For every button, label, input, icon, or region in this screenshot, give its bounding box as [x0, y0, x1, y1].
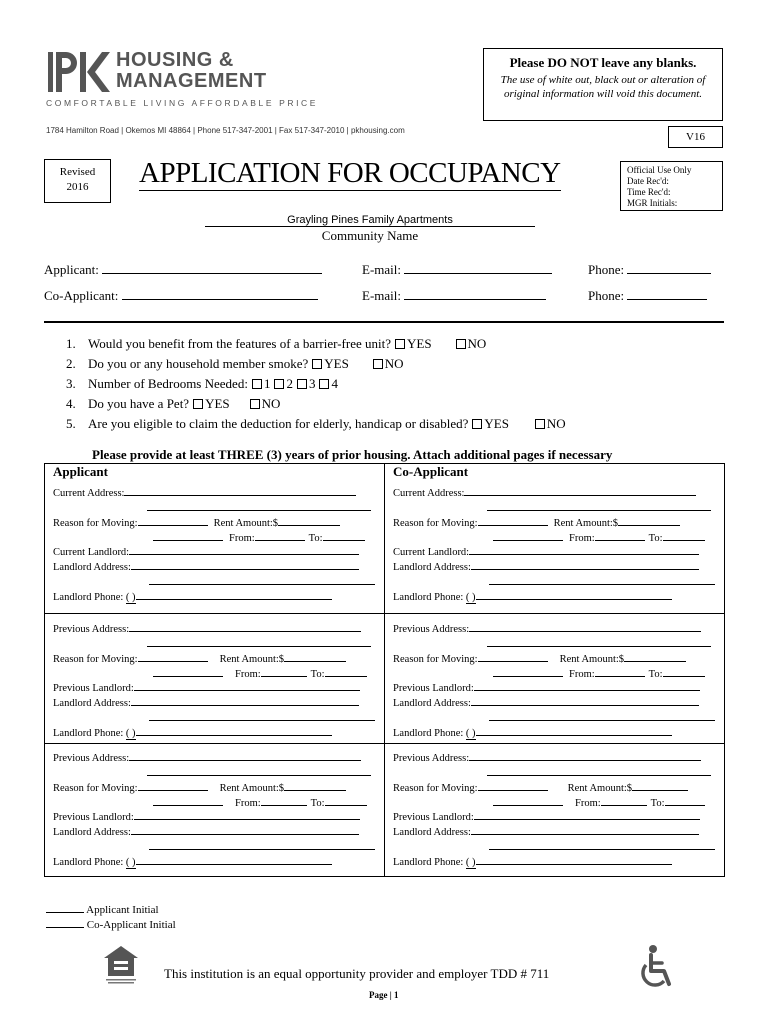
revised-label: Revised	[59, 166, 96, 178]
reason-input[interactable]	[138, 780, 208, 791]
landlord-input[interactable]	[474, 680, 700, 691]
question-3	[66, 376, 338, 392]
applicant-initial-row	[46, 903, 176, 918]
address-line-2	[147, 636, 371, 650]
reason-row	[53, 515, 340, 529]
rent-input[interactable]	[624, 651, 686, 662]
current-address-row	[53, 485, 356, 499]
phone-area-code[interactable]: ( )	[465, 857, 476, 868]
landlord-input[interactable]	[469, 544, 699, 555]
landlord-address-line2-input[interactable]	[489, 839, 715, 850]
co-applicant-field	[44, 288, 318, 304]
reason-line2-input[interactable]	[493, 666, 563, 677]
equal-housing-icon	[102, 944, 140, 986]
option-label: NO	[467, 336, 487, 351]
question-text: Would you benefit from the features of a barrier-free unit?	[88, 336, 391, 351]
landlord-phone-row	[53, 854, 332, 868]
field-label: From:	[229, 533, 255, 544]
landlord-address-line2-input[interactable]	[149, 574, 375, 585]
landlord-phone-row	[393, 589, 672, 603]
landlord-phone-row	[393, 725, 672, 739]
landlord-address-input[interactable]	[131, 559, 359, 570]
reason-row	[393, 780, 688, 794]
previous-address-row	[53, 750, 361, 764]
notice-title: Please DO NOT leave any blanks.	[509, 55, 697, 70]
dates-row	[153, 530, 365, 544]
applicant-header: Applicant	[53, 464, 108, 479]
landlord-address-line2-input[interactable]	[489, 710, 715, 721]
reason-line2-input[interactable]	[493, 795, 563, 806]
address-line-2	[147, 500, 371, 514]
from-input[interactable]	[595, 530, 645, 541]
field-label: From:	[575, 798, 601, 809]
landlord-address-row	[53, 824, 359, 838]
dates-row	[153, 795, 367, 809]
field-label: To:	[648, 533, 663, 544]
equal-opportunity-statement: This institution is an equal opportunity provider and employer TDD # 711	[164, 966, 550, 981]
applicant-initial-label: Applicant Initial	[86, 904, 159, 916]
landlord-row	[53, 809, 360, 823]
previous-address-row	[393, 621, 701, 635]
question-4	[66, 396, 280, 412]
to-input[interactable]	[663, 666, 705, 677]
field-label: Previous Landlord:	[393, 683, 474, 694]
section-divider	[44, 321, 724, 323]
co-applicant-email-input[interactable]	[404, 289, 546, 300]
logo-tagline: COMFORTABLE LIVING AFFORDABLE PRICE	[46, 98, 319, 108]
field-label: Landlord Address:	[53, 562, 131, 573]
from-input[interactable]	[261, 795, 307, 806]
logo-line-1: HOUSING &	[116, 49, 234, 71]
previous-address-line2-input[interactable]	[487, 765, 711, 776]
landlord-address-input[interactable]	[131, 824, 359, 835]
page-title: APPLICATION FOR OCCUPANCY	[139, 157, 561, 189]
field-label: From:	[569, 669, 595, 680]
field-label: Reason for Moving:	[53, 518, 138, 529]
prior-housing-instruction: Please provide at least THREE (3) years of prior housing. Attach additional pages if necessary	[92, 447, 613, 462]
phone-area-code[interactable]: ( )	[125, 728, 136, 739]
dates-row	[493, 795, 705, 809]
landlord-phone-row	[393, 854, 672, 868]
field-label: Rent Amount:$	[559, 654, 625, 665]
field-label: Reason for Moving:	[393, 654, 478, 665]
official-date-received: Date Rec'd:	[627, 176, 669, 186]
from-input[interactable]	[595, 666, 645, 677]
field-label: Rent Amount:$	[219, 783, 285, 794]
field-label: To:	[650, 798, 665, 809]
landlord-row	[393, 544, 699, 558]
previous-address-line2-input[interactable]	[487, 636, 711, 647]
landlord-address-line2-input[interactable]	[489, 574, 715, 585]
question-5	[66, 416, 566, 432]
address-line-2	[487, 500, 711, 514]
field-label: Previous Landlord:	[53, 683, 134, 694]
co-applicant-initial-label: Co-Applicant Initial	[86, 919, 176, 931]
field-label: To:	[310, 669, 325, 680]
email-label: E-mail:	[362, 262, 401, 277]
official-time-received: Time Rec'd:	[627, 187, 671, 197]
field-label: Reason for Moving:	[53, 783, 138, 794]
applicant-phone-field	[588, 262, 711, 278]
initials-block	[46, 903, 176, 933]
field-label: Landlord Address:	[393, 827, 471, 838]
logo-line-2: MANAGEMENT	[116, 70, 267, 92]
reason-row	[53, 780, 346, 794]
applicant-column	[45, 744, 385, 876]
landlord-input[interactable]	[134, 680, 360, 691]
rent-input[interactable]	[278, 515, 340, 526]
pk-housing-logo	[46, 49, 319, 112]
landlord-input[interactable]	[134, 809, 360, 820]
applicant-label: Applicant:	[44, 262, 99, 277]
field-label: From:	[569, 533, 595, 544]
co-applicant-initial-row	[46, 918, 176, 933]
applicant-name-input[interactable]	[102, 263, 322, 274]
landlord-phone-input[interactable]	[476, 854, 672, 865]
option-label: 2	[286, 376, 293, 391]
field-label: Current Landlord:	[393, 547, 470, 558]
field-label: Current Landlord:	[53, 547, 130, 558]
official-mgr-initials: MGR Initials:	[627, 198, 678, 208]
landlord-address-row	[393, 559, 699, 573]
landlord-address-row	[393, 824, 699, 838]
field-label: From:	[235, 669, 261, 680]
landlord-address-line2	[489, 839, 715, 853]
field-label: Reason for Moving:	[53, 654, 138, 665]
housing-history-table	[44, 463, 725, 877]
checkbox-yes[interactable]	[395, 339, 405, 349]
landlord-phone-input[interactable]	[476, 725, 672, 736]
previous-residence-section-1	[45, 614, 724, 744]
checkbox-yes[interactable]	[312, 359, 322, 369]
field-label: From:	[235, 798, 261, 809]
to-input[interactable]	[663, 530, 705, 541]
checkbox-no[interactable]	[373, 359, 383, 369]
field-label: Landlord Address:	[393, 562, 471, 573]
question-text: Number of Bedrooms Needed:	[88, 376, 248, 391]
phone-area-code[interactable]: ( )	[465, 728, 476, 739]
reason-row	[393, 515, 680, 529]
landlord-row	[393, 680, 700, 694]
field-label: Rent Amount:$	[213, 518, 279, 529]
field-label: Current Address:	[393, 488, 465, 499]
reason-line2-input[interactable]	[153, 530, 223, 541]
rent-input[interactable]	[632, 780, 688, 791]
option-label: YES	[205, 396, 230, 411]
to-input[interactable]	[325, 666, 367, 677]
current-address-input[interactable]	[464, 485, 696, 496]
field-label: Reason for Moving:	[393, 518, 478, 529]
previous-residence-section-2	[45, 744, 724, 876]
applicant-column	[45, 464, 385, 613]
field-label: Previous Landlord:	[393, 812, 474, 823]
previous-address-line2-input[interactable]	[147, 636, 371, 647]
reason-line2-input[interactable]	[493, 530, 563, 541]
previous-address-row	[393, 750, 701, 764]
question-number: 5.	[66, 416, 76, 431]
address-line-2	[147, 765, 371, 779]
previous-address-input[interactable]	[469, 621, 701, 632]
field-label: Landlord Phone:	[393, 728, 464, 739]
question-number: 4.	[66, 396, 76, 411]
checkbox-no[interactable]	[535, 419, 545, 429]
landlord-address-line2	[149, 710, 375, 724]
question-number: 3.	[66, 376, 76, 391]
phone-area-code[interactable]: ( )	[125, 857, 136, 868]
address-line-2	[487, 636, 711, 650]
checkbox-1-bedroom[interactable]	[252, 379, 262, 389]
landlord-row	[53, 680, 360, 694]
previous-address-input[interactable]	[129, 750, 361, 761]
co-applicant-label: Co-Applicant:	[44, 288, 119, 303]
field-label: To:	[310, 798, 325, 809]
landlord-phone-row	[53, 725, 332, 739]
landlord-address-input[interactable]	[471, 559, 699, 570]
field-label: Rent Amount:$	[219, 654, 285, 665]
revised-box	[44, 159, 111, 203]
notice-body: The use of white out, black out or alteration of original information will void this document.	[500, 74, 706, 100]
landlord-input[interactable]	[129, 544, 359, 555]
page-number: Page | 1	[369, 990, 399, 1000]
reason-input[interactable]	[478, 515, 548, 526]
co-applicant-email-field	[362, 288, 546, 304]
checkbox-no[interactable]	[456, 339, 466, 349]
previous-address-row	[53, 621, 361, 635]
option-label: NO	[384, 356, 404, 371]
field-label: Landlord Phone:	[53, 857, 124, 868]
rent-input[interactable]	[284, 651, 346, 662]
question-text: Are you eligible to claim the deduction for elderly, handicap or disabled?	[88, 416, 469, 431]
checkbox-4-bedroom[interactable]	[319, 379, 329, 389]
checkbox-yes[interactable]	[193, 399, 203, 409]
field-label: Current Address:	[53, 488, 125, 499]
applicant-email-field	[362, 262, 552, 278]
field-label: Previous Address:	[393, 624, 470, 635]
reason-row	[393, 651, 686, 665]
checkbox-3-bedroom[interactable]	[297, 379, 307, 389]
reason-input[interactable]	[478, 780, 548, 791]
field-label: Landlord Address:	[393, 698, 471, 709]
to-input[interactable]	[325, 795, 367, 806]
landlord-phone-input[interactable]	[136, 589, 332, 600]
landlord-address-row	[393, 695, 699, 709]
wheelchair-accessibility-icon	[636, 944, 676, 990]
option-label: NO	[546, 416, 566, 431]
co-applicant-name-input[interactable]	[122, 289, 318, 300]
landlord-phone-row	[53, 589, 332, 603]
co-applicant-phone-input[interactable]	[627, 289, 707, 300]
dates-row	[153, 666, 367, 680]
landlord-address-line2	[489, 574, 715, 588]
to-input[interactable]	[323, 530, 365, 541]
landlord-phone-input[interactable]	[476, 589, 672, 600]
landlord-address-line2-input[interactable]	[149, 710, 375, 721]
rent-input[interactable]	[618, 515, 680, 526]
field-label: Previous Landlord:	[53, 812, 134, 823]
notice-box	[483, 48, 723, 121]
option-label: YES	[324, 356, 349, 371]
current-residence-section	[45, 464, 724, 614]
landlord-address-input[interactable]	[471, 695, 699, 706]
checkbox-no[interactable]	[250, 399, 260, 409]
field-label: To:	[308, 533, 323, 544]
official-use-box	[620, 161, 723, 211]
field-label: Landlord Address:	[53, 698, 131, 709]
co-applicant-column	[385, 614, 724, 743]
reason-line2-input[interactable]	[153, 795, 223, 806]
applicant-field	[44, 262, 322, 278]
to-input[interactable]	[665, 795, 705, 806]
co-applicant-column	[385, 464, 724, 613]
landlord-row	[53, 544, 359, 558]
contact-info: 1784 Hamilton Road | Okemos MI 48864 | Phone 517-347-2001 | Fax 517-347-2010 | pkhousing.com	[46, 126, 405, 135]
field-label: Previous Address:	[53, 624, 130, 635]
option-label: YES	[406, 336, 432, 351]
co-applicant-header: Co-Applicant	[393, 464, 469, 479]
reason-input[interactable]	[138, 515, 208, 526]
phone-area-code[interactable]: ( )	[465, 592, 476, 603]
current-address-input[interactable]	[124, 485, 356, 496]
phone-label: Phone:	[588, 288, 625, 303]
co-applicant-column	[385, 744, 724, 876]
current-address-line2-input[interactable]	[147, 500, 371, 511]
option-label: NO	[261, 396, 281, 411]
landlord-address-row	[53, 695, 359, 709]
question-text: Do you have a Pet?	[88, 396, 190, 411]
phone-area-code[interactable]: ( )	[125, 592, 136, 603]
co-applicant-initial-input[interactable]	[46, 918, 84, 928]
question-1	[66, 336, 486, 352]
version-box: V16	[668, 126, 723, 148]
dates-row	[493, 530, 705, 544]
landlord-address-row	[53, 559, 359, 573]
reason-row	[53, 651, 346, 665]
rent-input[interactable]	[284, 780, 346, 791]
landlord-input[interactable]	[474, 809, 700, 820]
co-applicant-phone-field	[588, 288, 707, 304]
landlord-row	[393, 809, 700, 823]
landlord-address-line2	[149, 839, 375, 853]
applicant-column	[45, 614, 385, 743]
field-label: Reason for Moving:	[393, 783, 478, 794]
previous-address-input[interactable]	[469, 750, 701, 761]
reason-line2-input[interactable]	[153, 666, 223, 677]
field-label: Landlord Address:	[53, 827, 131, 838]
field-label: Rent Amount:$	[553, 518, 619, 529]
current-address-line2-input[interactable]	[487, 500, 711, 511]
community-name-block	[205, 214, 535, 244]
applicant-phone-input[interactable]	[627, 263, 711, 274]
community-name-field[interactable]: Grayling Pines Family Apartments	[205, 214, 535, 227]
previous-address-input[interactable]	[129, 621, 361, 632]
from-input[interactable]	[261, 666, 307, 677]
option-label: 4	[331, 376, 338, 391]
landlord-address-line2-input[interactable]	[149, 839, 375, 850]
landlord-address-line2	[489, 710, 715, 724]
current-address-row	[393, 485, 696, 499]
applicant-email-input[interactable]	[404, 263, 552, 274]
from-input[interactable]	[255, 530, 305, 541]
landlord-address-input[interactable]	[131, 695, 359, 706]
community-name-label: Community Name	[321, 228, 419, 243]
question-number: 2.	[66, 356, 76, 371]
field-label: Landlord Phone:	[393, 592, 464, 603]
field-label: Previous Address:	[53, 753, 130, 764]
option-label: YES	[484, 416, 509, 431]
field-label: Landlord Phone:	[53, 592, 124, 603]
field-label: To:	[648, 669, 663, 680]
phone-label: Phone:	[588, 262, 625, 277]
reason-input[interactable]	[138, 651, 208, 662]
landlord-address-input[interactable]	[471, 824, 699, 835]
landlord-phone-input[interactable]	[136, 854, 332, 865]
question-2	[66, 356, 404, 372]
address-line-2	[487, 765, 711, 779]
pk-logo-icon	[46, 50, 116, 94]
option-label: 1	[263, 376, 271, 391]
field-label: Landlord Phone:	[53, 728, 124, 739]
field-label: Landlord Phone:	[393, 857, 464, 868]
field-label: Rent Amount:$	[567, 783, 633, 794]
question-number: 1.	[66, 336, 76, 351]
field-label: Previous Address:	[393, 753, 470, 764]
official-line-1: Official Use Only	[627, 165, 692, 175]
previous-address-line2-input[interactable]	[147, 765, 371, 776]
applicant-initial-input[interactable]	[46, 903, 84, 913]
landlord-phone-input[interactable]	[136, 725, 332, 736]
dates-row	[493, 666, 705, 680]
reason-input[interactable]	[478, 651, 548, 662]
revised-year: 2016	[66, 181, 89, 193]
checkbox-yes[interactable]	[472, 419, 482, 429]
from-input[interactable]	[601, 795, 647, 806]
checkbox-2-bedroom[interactable]	[274, 379, 284, 389]
option-label: 3	[308, 376, 316, 391]
email-label: E-mail:	[362, 288, 401, 303]
question-text: Do you or any household member smoke?	[88, 356, 309, 371]
landlord-address-line2	[149, 574, 375, 588]
